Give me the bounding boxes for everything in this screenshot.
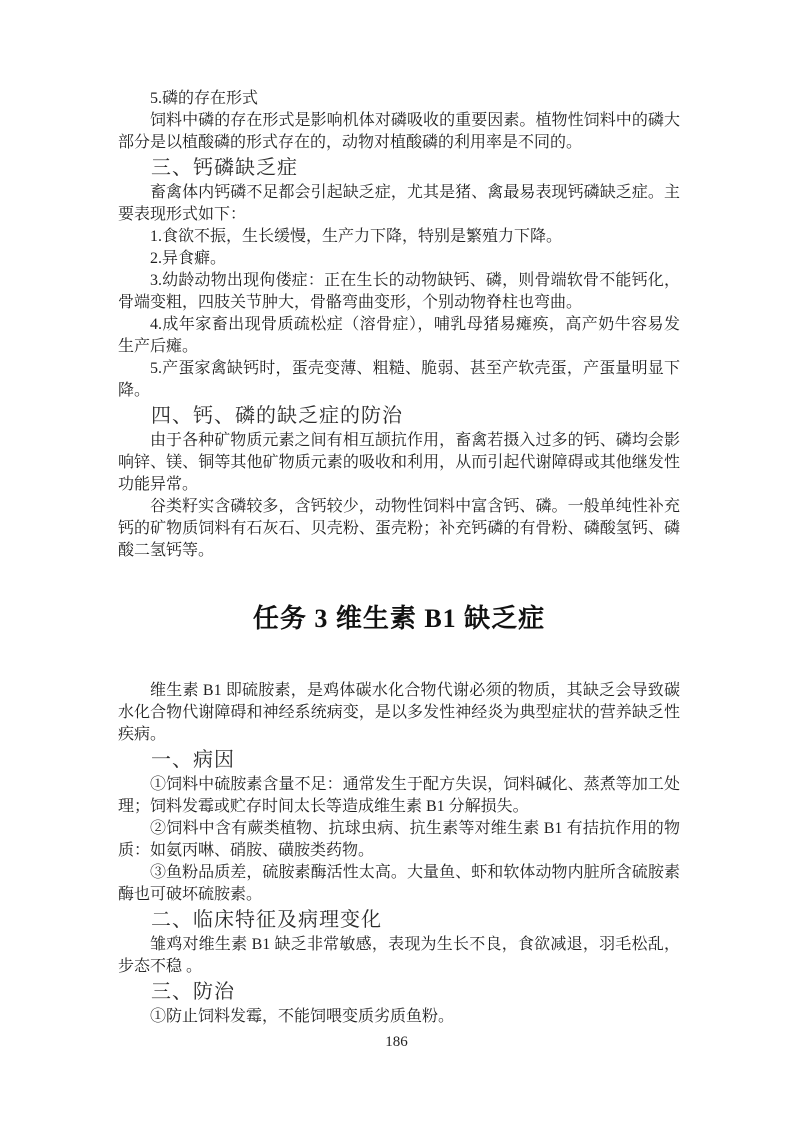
task-title-vitamin-b1-deficiency: 任务 3 维生素 B1 缺乏症: [252, 604, 546, 633]
paragraph-symptom-5: 5.产蛋家禽缺钙时，蛋壳变薄、粗糙、脆弱、甚至产软壳蛋，产蛋量明显下降。: [118, 360, 680, 399]
paragraph-symptom-4: 4.成年家畜出现骨质疏松症（溶骨症），哺乳母猪易瘫痪，高产奶牛容易发生产后瘫。: [118, 316, 680, 355]
paragraph-prevention-treatment-1: ①防止饲料发霉，不能饲喂变质劣质鱼粉。: [150, 1008, 455, 1025]
paragraph-symptom-2: 2.异食癖。: [150, 250, 227, 267]
paragraph-cause-2: ②饲料中含有蕨类植物、抗球虫病、抗生素等对维生素 B1 有拮抗作用的物质：如氨丙啉、硝胺、磺胺类药物。: [118, 820, 680, 859]
paragraph-symptom-1: 1.食欲不振，生长缓慢，生产力下降，特别是繁殖力下降。: [150, 228, 563, 245]
section-heading-ca-p-deficiency: 三、钙磷缺乏症: [151, 157, 298, 179]
paragraph-clinical-features: 雏鸡对维生素 B1 缺乏非常敏感，表现为生长不良，食欲减退，羽毛松乱，步态不稳 。: [118, 936, 680, 975]
paragraph-vitamin-b1-intro: 维生素 B1 即硫胺素，是鸡体碳水化合物代谢必须的物质，其缺乏会导致碳水化合物代谢障碍和神经系统病变，是以多发性神经炎为典型症状的营养缺乏性疾病。: [118, 682, 680, 743]
paragraph-phosphorus-form-title: 5.磷的存在形式: [150, 90, 259, 107]
section-heading-causes: 一、病因: [151, 749, 235, 771]
paragraph-prevention-1: 由于各种矿物质元素之间有相互颉抗作用，畜禽若摄入过多的钙、磷均会影响锌、镁、铜等其他矿物质元素的吸收和利用，从而引起代谢障碍或其他继发性功能异常。: [118, 432, 680, 493]
section-heading-clinical-features: 二、临床特征及病理变化: [151, 909, 382, 931]
section-heading-ca-p-prevention: 四、钙、磷的缺乏症的防治: [151, 405, 403, 427]
page-number: 186: [385, 1034, 408, 1050]
paragraph-prevention-2: 谷类籽实含磷较多，含钙较少，动物性饲料中富含钙、磷。一般单纯性补充钙的矿物质饲料有石灰石、贝壳粉、蛋壳粉；补充钙磷的有骨粉、磷酸氢钙、磷酸二氢钙等。: [118, 498, 680, 559]
paragraph-symptom-3: 3.幼龄动物出现佝偻症：正在生长的动物缺钙、磷，则骨端软骨不能钙化，骨端变粗，四肢关节肿大，骨骼弯曲变形，个别动物脊柱也弯曲。: [118, 272, 680, 311]
paragraph-phosphorus-form-body: 饲料中磷的存在形式是影响机体对磷吸收的重要因素。植物性饲料中的磷大部分是以植酸磷的形式存在的，动物对植酸磷的利用率是不同的。: [118, 112, 680, 151]
paragraph-cause-1: ①饲料中硫胺素含量不足：通常发生于配方失误，饲料碱化、蒸煮等加工处理；饲料发霉或贮存时间太长等造成维生素 B1 分解损失。: [118, 776, 680, 815]
paragraph-deficiency-intro: 畜禽体内钙磷不足都会引起缺乏症，尤其是猪、禽最易表现钙磷缺乏症。主要表现形式如下：: [118, 184, 680, 223]
paragraph-cause-3: ③鱼粉品质差，硫胺素酶活性太高。大量鱼、虾和软体动物内脏所含硫胺素酶也可破坏硫胺素。: [118, 864, 680, 903]
section-heading-prevention-treatment: 三、防治: [151, 981, 235, 1003]
